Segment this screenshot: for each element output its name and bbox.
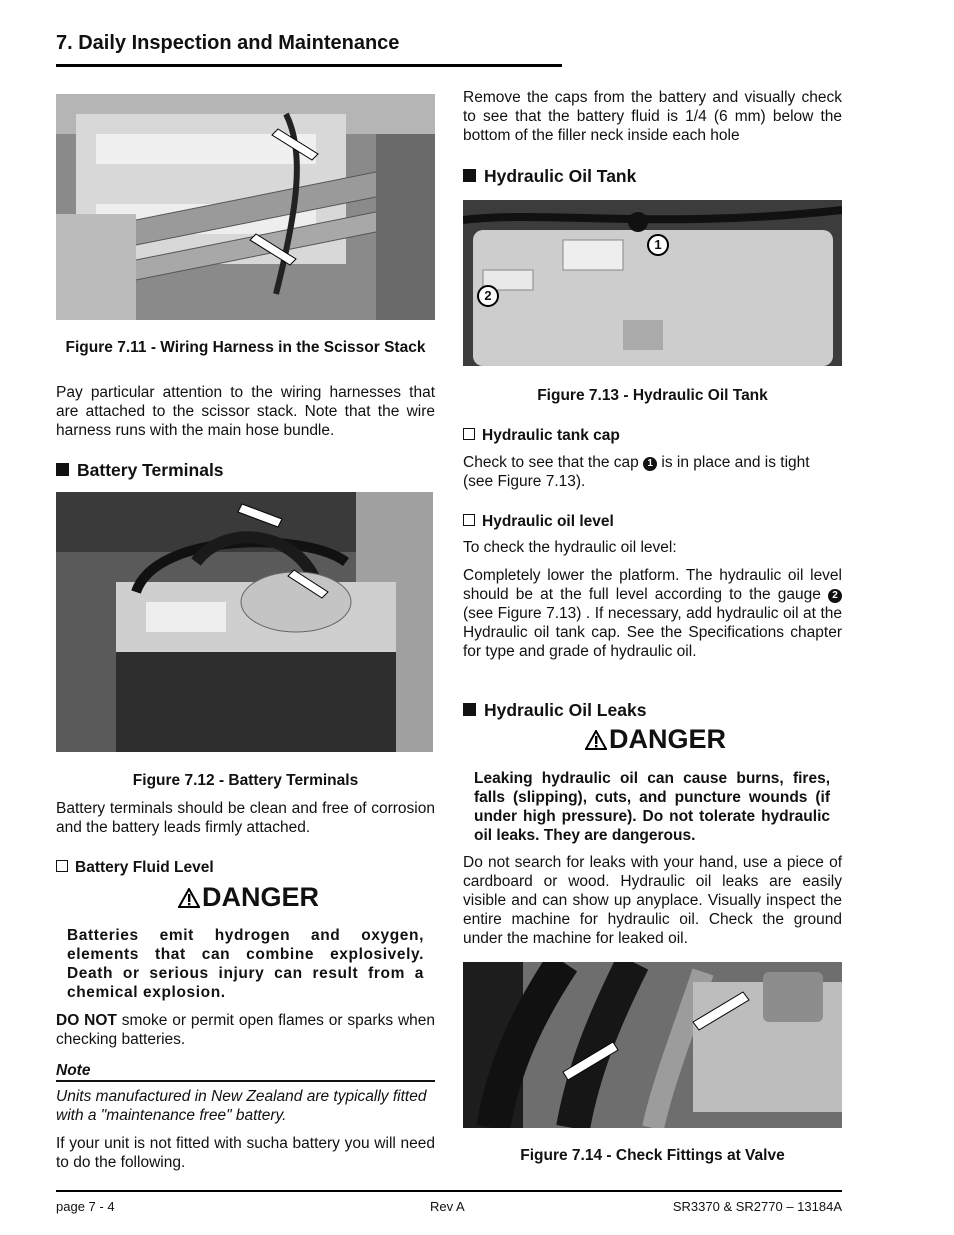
figure-7-13-caption: Figure 7.13 - Hydraulic Oil Tank	[537, 387, 768, 404]
square-bullet-icon	[56, 463, 69, 476]
figure-7-14-caption: Figure 7.14 - Check Fittings at Valve	[520, 1147, 785, 1164]
callout-2-badge: 2	[477, 285, 499, 307]
note-text: Units manufactured in New Zealand are typically fitted with a "maintenance free" battery.	[56, 1088, 427, 1124]
paragraph-wiring: Pay particular attention to the wiring harnesses that are attached to the scissor stack. Note that the wire harness runs with the main hose bundle.	[56, 384, 435, 439]
paragraph-caps: Remove the caps from the battery and visually check to see that the battery fluid is 1/4 (6 mm) below the bottom of the filler neck inside each hole	[463, 89, 842, 144]
paragraph-do-not: DO NOT smoke or permit open flames or sparks when checking batteries.	[56, 1012, 436, 1048]
figure-7-11-caption: Figure 7.11 - Wiring Harness in the Scissor Stack	[65, 339, 426, 356]
chapter-title: 7. Daily Inspection and Maintenance	[56, 32, 400, 54]
warning-triangle-icon	[178, 888, 200, 908]
footer-rule	[56, 1190, 842, 1192]
callout-1-badge: 1	[647, 234, 669, 256]
paragraph-to-check: To check the hydraulic oil level:	[463, 539, 677, 556]
heading-hydraulic-oil-level: Hydraulic oil level	[463, 513, 614, 531]
heading-hydraulic-oil-leaks: Hydraulic Oil Leaks	[463, 700, 646, 721]
header-rule	[56, 64, 562, 67]
paragraph-tank-cap: Check to see that the cap 1 is in place and is tight (see Figure 7.13).	[463, 454, 810, 490]
callout-1-inline-badge: 1	[643, 457, 657, 471]
heading-hydraulic-oil-tank: Hydraulic Oil Tank	[463, 166, 636, 187]
figure-7-12-photo	[56, 492, 433, 752]
callout-2-inline-badge: 2	[828, 589, 842, 603]
danger-text-right: Leaking hydraulic oil can cause burns, fires, falls (slipping), cuts, and puncture wounds (if under high pressure). Do not tolerate hydraulic oil leaks. They are dangerous.	[474, 770, 830, 844]
square-bullet-icon	[463, 703, 476, 716]
danger-title-right: DANGER	[585, 724, 726, 755]
square-bullet-icon	[463, 169, 476, 182]
checkbox-bullet-icon	[56, 860, 68, 872]
note-rule	[56, 1080, 435, 1082]
checkbox-bullet-icon	[463, 514, 475, 526]
figure-7-14-photo	[463, 962, 842, 1128]
paragraph-oil-level: Completely lower the platform. The hydraulic oil level should be at the full level according to the gauge 2 (see Figure 7.13) . If necessary, add hydraulic oil at the Hydraulic oil tank cap. See the Specifications chapter for type and grade of hydraulic oil.	[463, 567, 842, 660]
heading-hydraulic-tank-cap: Hydraulic tank cap	[463, 427, 620, 445]
heading-battery-terminals: Battery Terminals	[56, 460, 224, 481]
paragraph-leaks: Do not search for leaks with your hand, use a piece of cardboard or wood. Hydraulic oil leaks are easily visible and can show up anyplace. Visually inspect the entire machine for hydraulic oil. Check the ground under the machine for leaked oil.	[463, 854, 842, 947]
warning-triangle-icon	[585, 730, 607, 750]
heading-battery-fluid-level: Battery Fluid Level	[56, 859, 214, 877]
figure-7-12-caption: Figure 7.12 - Battery Terminals	[132, 772, 359, 789]
footer-model: SR3370 & SR2770 – 13184A	[672, 1199, 842, 1214]
paragraph-terminals: Battery terminals should be clean and free of corrosion and the battery leads firmly attached.	[56, 800, 435, 836]
danger-text-left: Batteries emit hydrogen and oxygen, elements that can combine explosively. Death or serious injury can result from a chemical explosion.	[67, 927, 424, 1001]
danger-title-left: DANGER	[178, 882, 319, 913]
figure-7-13-photo	[463, 200, 842, 366]
paragraph-if-not: If your unit is not fitted with sucha battery you will need to do the following.	[56, 1135, 435, 1171]
note-title: Note	[56, 1062, 91, 1079]
figure-7-11-photo	[56, 94, 435, 320]
checkbox-bullet-icon	[463, 428, 475, 440]
footer-revision: Rev A	[430, 1199, 465, 1214]
footer-page-number: page 7 - 4	[56, 1199, 115, 1214]
